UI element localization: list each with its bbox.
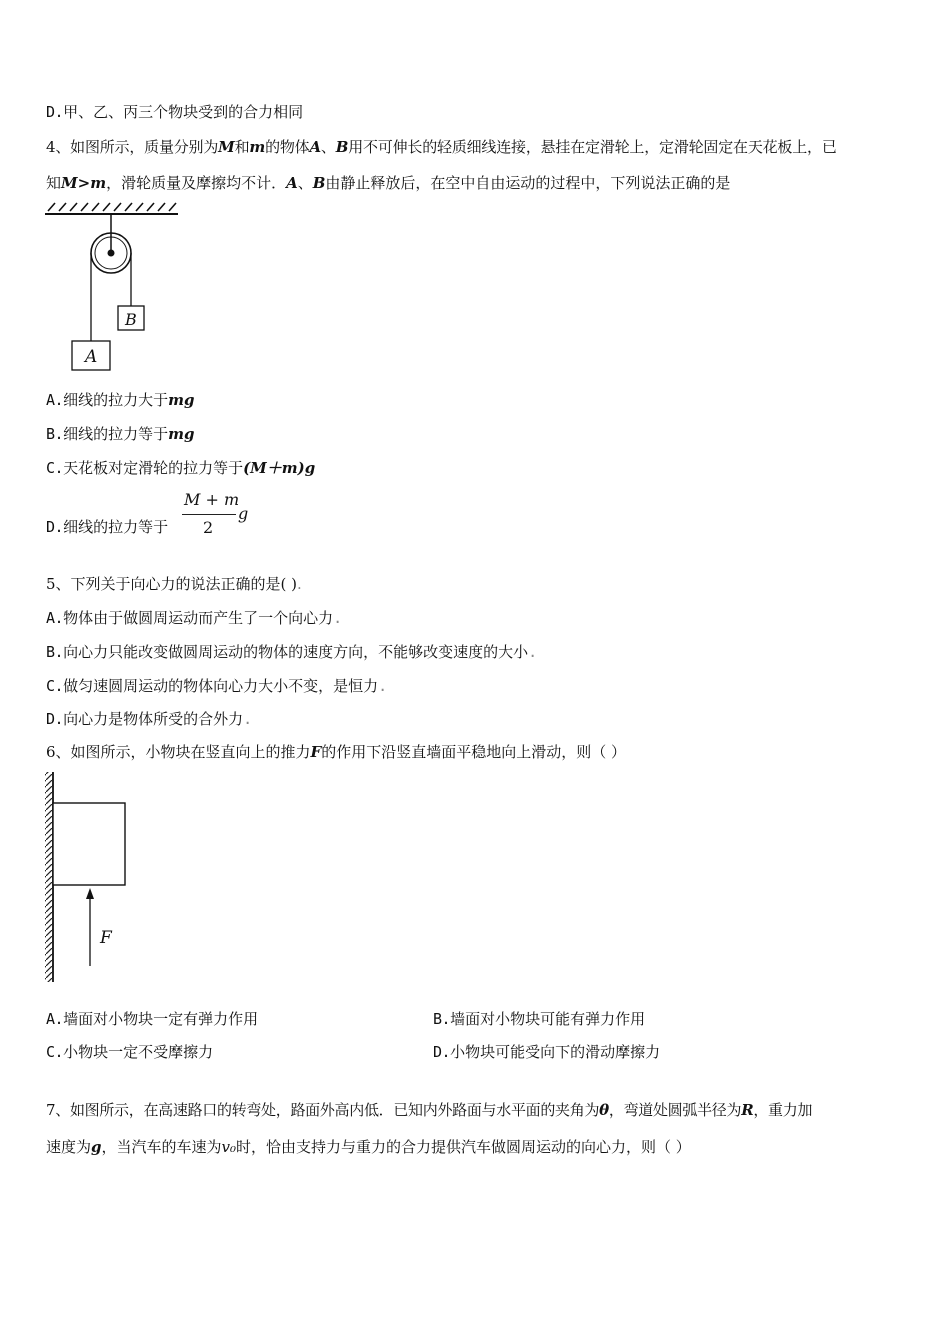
q7-stem-line-2: 速度为g，当汽车的车速为v₀时，恰由支持力与重力的合力提供汽车做圆周运动的向心力，则（ ） <box>46 1138 691 1156</box>
q5-option-d: D.向心力是物体所受的合外力. <box>46 710 252 728</box>
q4-option-a: A.细线的拉力大于mg <box>46 391 195 409</box>
label-a: A <box>85 347 98 367</box>
q6-option-c: C.小物块一定不受摩擦力 <box>46 1043 214 1061</box>
q5-option-a: A.物体由于做圆周运动而产生了一个向心力. <box>46 609 342 627</box>
force-label: F <box>100 928 112 948</box>
small-block <box>53 803 125 885</box>
wall-block-figure <box>40 768 140 986</box>
q5-option-c: C.做匀速圆周运动的物体向心力大小不变，是恒力. <box>46 677 387 695</box>
q4-option-d: D.细线的拉力等于 <box>46 518 169 536</box>
q6-stem: 6、如图所示，小物块在竖直向上的推力F的作用下沿竖直墙面平稳地向上滑动，则（ ） <box>46 743 626 761</box>
q6-option-b: B.墙面对小物块可能有弹力作用 <box>433 1010 646 1028</box>
wall-hatching <box>45 772 53 982</box>
q7-stem-line-1: 7、如图所示，在高速路口的转弯处，路面外高内低．已知内外路面与水平面的夹角为θ，弯道处圆弧半径为R，重力加 <box>46 1101 813 1119</box>
label-b: B <box>125 310 137 329</box>
q4-stem-line-2: 知M>m，滑轮质量及摩擦均不计．A、B由静止释放后，在空中自由运动的过程中，下列说法正确的是 <box>46 174 731 192</box>
q6-option-d: D.小物块可能受向下的滑动摩擦力 <box>433 1043 661 1061</box>
pulley-figure <box>40 200 190 375</box>
q5-stem: 5、下列关于向心力的说法正确的是( ). <box>46 575 302 593</box>
q6-option-a: A.墙面对小物块一定有弹力作用 <box>46 1010 259 1028</box>
q4-option-c: C.天花板对定滑轮的拉力等于(M＋m)g <box>46 459 316 477</box>
q4-option-b: B.细线的拉力等于mg <box>46 425 195 443</box>
fraction-m-plus-m-over-2: M + m 2 g <box>184 490 249 537</box>
q4-stem-line-1: 4、如图所示，质量分别为M和m的物体A、B用不可伸长的轻质细线连接，悬挂在定滑轮上，定滑轮固定在天花板上，已 <box>46 138 837 156</box>
q3-option-d: D.甲、乙、丙三个物块受到的合力相同 <box>46 103 304 121</box>
q5-option-b: B.向心力只能改变做圆周运动的物体的速度方向，不能够改变速度的大小. <box>46 643 537 661</box>
